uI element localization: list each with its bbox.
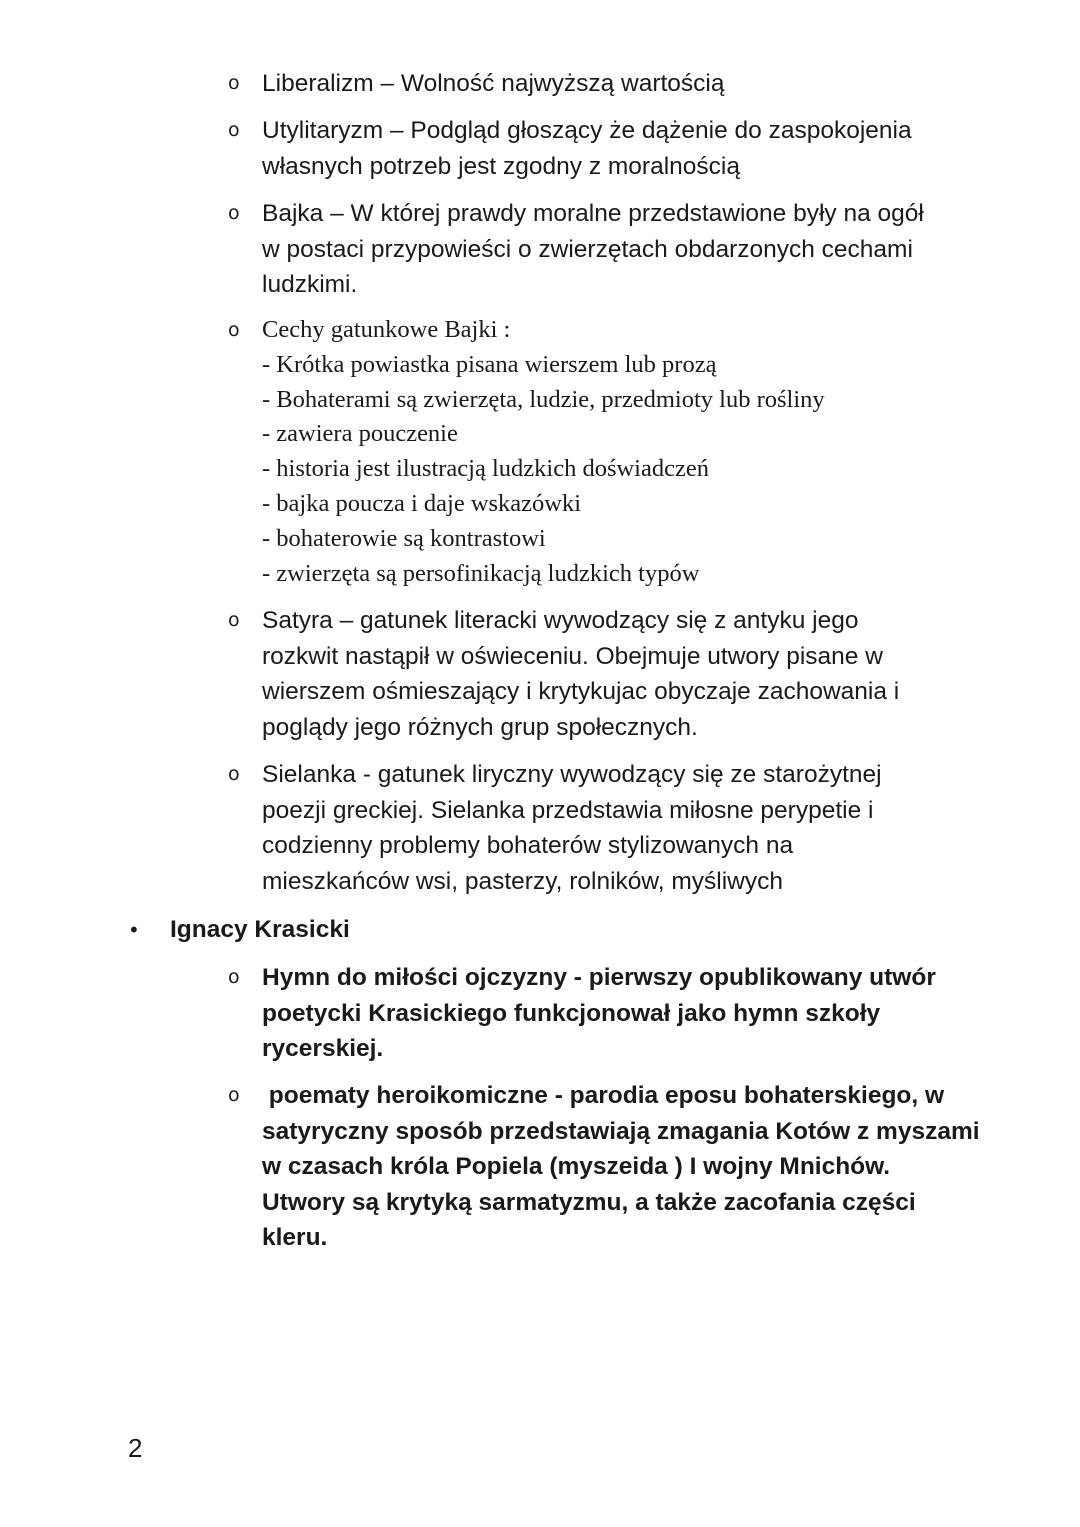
satyra-line-4: poglądy jego różnych grup społecznych. [262, 713, 698, 741]
hollow-bullet-icon: o [228, 119, 240, 141]
bajka-line-3: ludzkimi. [262, 271, 358, 298]
cechy-line-3: - Bohaterami są zwierzęta, ludzie, przedmioty lub rośliny [262, 385, 825, 413]
list-item-utylitaryzm [228, 113, 988, 184]
list-item-sielanka [228, 757, 988, 899]
utylitaryzm-line-2: własnych potrzeb jest zgodny z moralnością [262, 152, 740, 180]
satyra-line-2: rozkwit nastąpił w oświeceniu. Obejmuje utwory pisane w [262, 642, 883, 670]
hollow-bullet-icon: o [228, 1084, 240, 1106]
sielanka-line-3: codzienny problemy bohaterów stylizowanych na [262, 832, 794, 859]
satyra-line-3: wierszem ośmieszający i krytykujac obyczaje zachowania i [262, 678, 900, 705]
liberalizm-line-1: Liberalizm – Wolność najwyższą wartością [262, 70, 725, 97]
hymn-line-1: Hymn do miłości ojczyzny - pierwszy opublikowany utwór [262, 964, 936, 991]
list-item-liberalizm [228, 66, 988, 102]
hollow-bullet-icon: o [228, 202, 240, 224]
hollow-bullet-icon: o [228, 609, 240, 631]
hollow-bullet-icon: o [228, 319, 240, 341]
sielanka-line-4: mieszkańców wsi, pasterzy, rolników, myśliwych [262, 867, 783, 895]
list-item-cechy-bajki [228, 313, 988, 591]
hollow-bullet-icon: o [228, 72, 240, 94]
list-item-poematy [228, 1078, 988, 1256]
list-item-hymn [228, 960, 988, 1067]
satyra-line-1: Satyra – gatunek literacki wywodzący się z antyku jego [262, 607, 859, 634]
list-item-bajka [228, 196, 988, 303]
hollow-bullet-icon: o [228, 763, 240, 785]
poematy-line-4: Utwory są krytyką sarmatyzmu, a także zacofania części [262, 1188, 916, 1216]
cechy-line-1: Cechy gatunkowe Bajki : [262, 316, 511, 343]
poematy-line-2: satyryczny sposób przedstawiają zmagania Kotów z myszami [262, 1117, 980, 1145]
utylitaryzm-line-1: Utylitaryzm – Podgląd głoszący że dążenie do zaspokojenia [262, 117, 912, 144]
hymn-line-2: poetycki Krasickiego funkcjonował jako hymn szkoły [262, 999, 881, 1027]
sielanka-line-2: poezji greckiej. Sielanka przedstawia miłosne perypetie i [262, 796, 874, 824]
hymn-line-3: rycerskiej. [262, 1035, 384, 1062]
cechy-line-2: - Krótka powiastka pisana wierszem lub prozą [262, 350, 717, 378]
bajka-line-2: w postaci przypowieści o zwierzętach obdarzonych cechami [262, 235, 913, 263]
poematy-line-3: w czasach króla Popiela (myszeida ) I wojny Mnichów. [262, 1153, 891, 1180]
cechy-line-5: - historia jest ilustracją ludzkich doświadczeń [262, 455, 709, 483]
cechy-line-4: - zawiera pouczenie [262, 420, 458, 448]
cechy-line-8: - zwierzęta są persofinikacją ludzkich typów [262, 559, 700, 587]
poematy-line-5: kleru. [262, 1224, 328, 1251]
section-heading-krasicki: Ignacy Krasicki [170, 916, 350, 943]
cechy-line-6: - bajka poucza i daje wskazówki [262, 489, 582, 517]
poematy-line-1: poematy heroikomiczne - parodia eposu bohaterskiego, w [262, 1082, 945, 1109]
filled-bullet-icon: • [128, 918, 140, 942]
cechy-line-7: - bohaterowie są kontrastowi [262, 524, 546, 552]
page-number: 2 [128, 1433, 143, 1463]
hollow-bullet-icon: o [228, 966, 240, 988]
sielanka-line-1: Sielanka - gatunek liryczny wywodzący się ze starożytnej [262, 761, 882, 788]
bajka-line-1: Bajka – W której prawdy moralne przedstawione były na ogół [262, 200, 924, 227]
list-item-satyra [228, 603, 988, 745]
